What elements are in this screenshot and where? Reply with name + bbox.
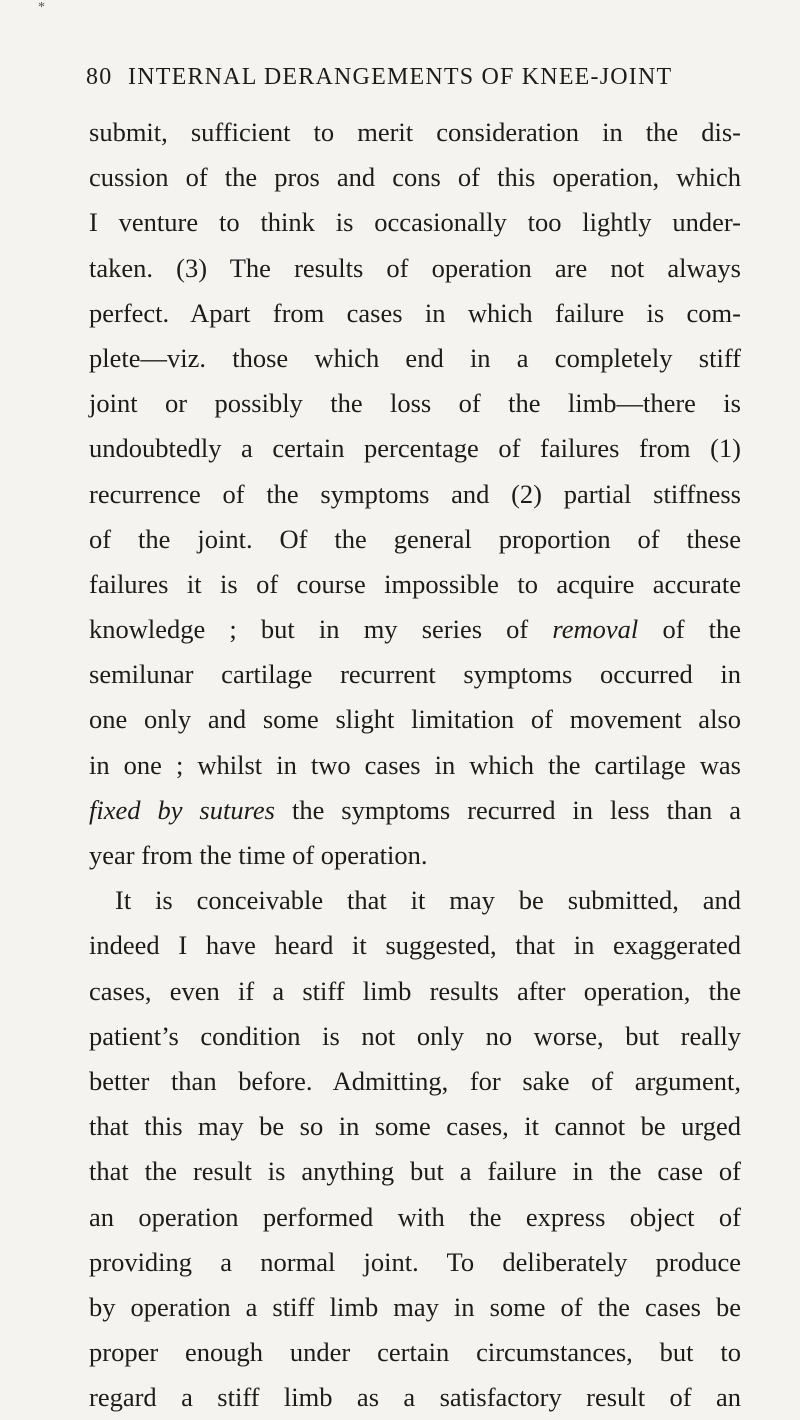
text-line: indeed I have heard it suggested, that in exaggerated [89,930,741,961]
text-line: regard a stiff limb as a satisfactory result of an [89,1382,741,1413]
text-line: taken. (3) The results of operation are not always [89,252,741,283]
text-line: failures it is of course impossible to acquire accurate [89,568,741,599]
text-line: patient’s condition is not only no worse, but really [89,1020,741,1051]
text-line: joint or possibly the loss of the limb—there is [89,388,741,419]
text-line: of the joint. Of the general proportion of these [89,523,741,554]
page-number: 80 [86,64,113,90]
text-line: perfect. Apart from cases in which failure is com- [89,297,741,328]
text-line: by operation a stiff limb may in some of the cases be [89,1291,741,1322]
text-line: proper enough under certain circumstances, but to [89,1337,741,1368]
running-head [86,64,746,91]
text-line: providing a normal joint. To deliberately produce [89,1246,741,1277]
running-title: INTERNAL DERANGEMENTS OF KNEE-JOINT [128,64,673,90]
text-line: one only and some slight limitation of movement also [89,704,741,735]
text-segment: knowledge ; but in my series of [89,614,529,645]
text-line: recurrence of the symptoms and (2) partial stiffness [89,478,741,509]
text-segment: the symptoms recurred in less than a [291,794,741,825]
text-line [89,788,741,833]
paragraph-start-line: It is conceivable that it may be submitted, and [115,885,741,916]
text-line: in one ; whilst in two cases in which the cartilage was [89,749,741,780]
text-line: I venture to think is occasionally too lightly under- [89,207,741,238]
text-line: better than before. Admitting, for sake of argument, [89,1065,741,1096]
text-line: that this may be so in some cases, it cannot be urged [89,1111,741,1142]
text-line [89,607,741,652]
text-line: an operation performed with the express object of [89,1201,741,1232]
italic-term: fixed by sutures [89,794,275,825]
italic-term: removal [552,614,639,645]
text-line: cussion of the pros and cons of this operation, which [89,162,741,193]
text-line: plete—viz. those which end in a completely stiff [89,342,741,373]
text-line: undoubtedly a certain percentage of failures from (1) [89,433,741,464]
printer-mark: * [38,0,45,15]
text-line: submit, sufficient to merit consideration in the dis- [89,117,741,147]
text-line: semilunar cartilage recurrent symptoms occurred in [89,659,741,690]
text-segment: of the [662,614,742,645]
paragraph-end-line: year from the time of operation. [89,840,428,870]
text-line: cases, even if a stiff limb results after operation, the [89,975,741,1006]
body-text [89,110,741,1420]
text-line: that the result is anything but a failure in the case of [89,1156,741,1187]
